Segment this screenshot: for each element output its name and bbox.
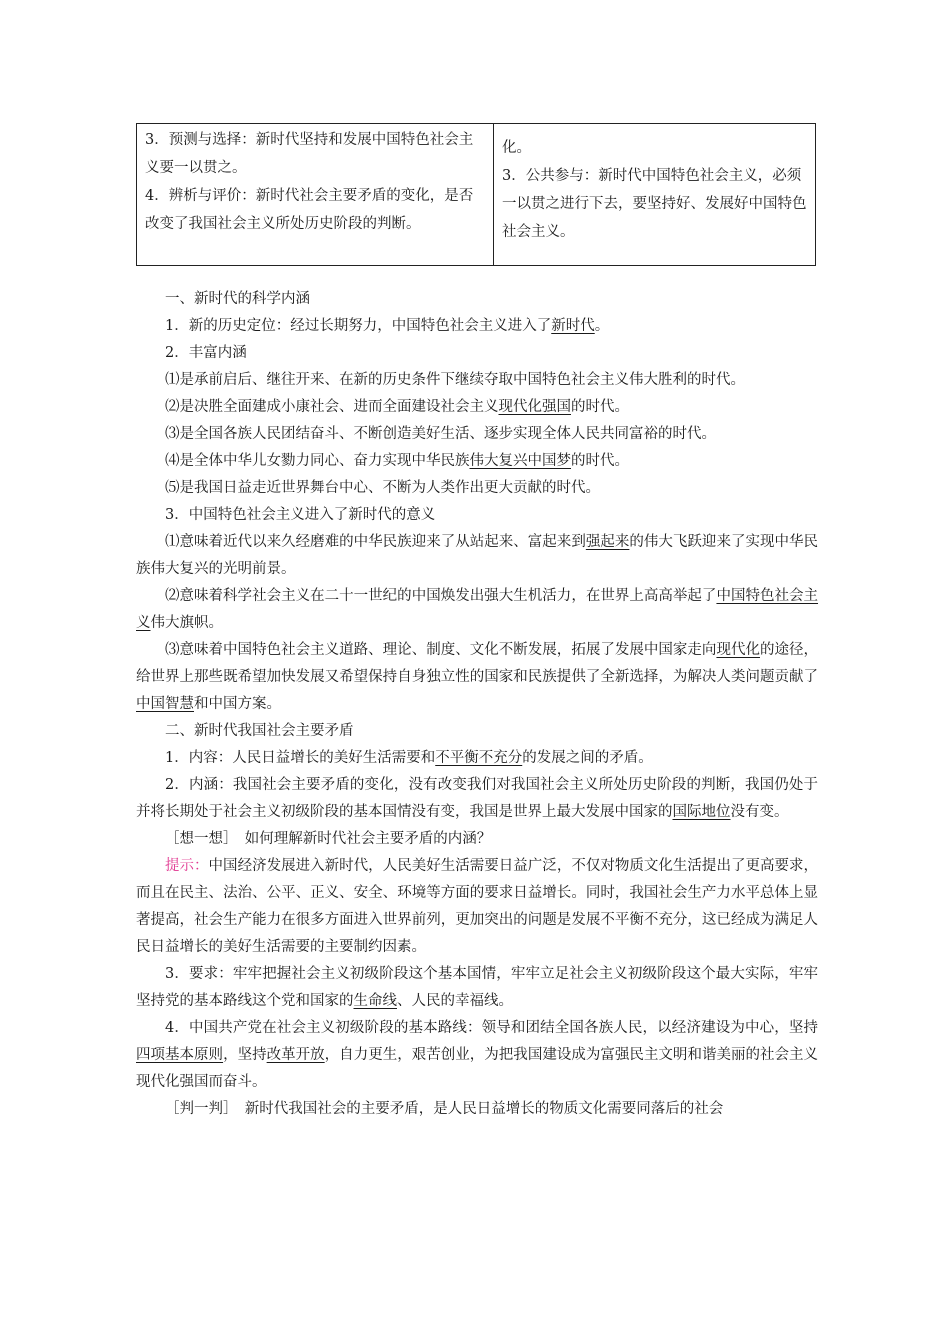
answer-blank: 国际地位 xyxy=(672,804,731,820)
answer-blank: 现代化强国 xyxy=(498,399,571,415)
paragraph-requirements: 3．要求：牢牢把握社会主义初级阶段这个基本国情，牢牢立足社会主义初级阶段这个最大实际，牢牢坚持党的基本路线这个党和国家的生命线、人民的幸福线。 xyxy=(136,966,818,1009)
document-body xyxy=(136,286,818,1123)
meaning-item-1: ⑴意味着近代以来久经磨难的中华民族迎来了从站起来、富起来到强起来的伟大飞跃迎来了实现中华民族伟大复兴的光明前景。 xyxy=(136,534,819,577)
paragraph-connotation: 2．内涵：我国社会主要矛盾的变化，没有改变我们对我国社会主义所处历史阶段的判断，我国仍处于并将长期处于社会主义初级阶段的基本国情没有变，我国是世界上最大发展中国家的国际地位没有变。 xyxy=(136,777,818,820)
answer-blank: 新时代 xyxy=(551,318,595,334)
paragraph-historical-position: 1．新的历史定位：经过长期努力，中国特色社会主义进入了新时代。 xyxy=(165,318,610,334)
subheading-rich-connotation: 2．丰富内涵 xyxy=(165,345,247,361)
objectives-table xyxy=(136,123,816,266)
answer-blank: 改革开放 xyxy=(266,1047,325,1063)
subheading-significance: 3．中国特色社会主义进入了新时代的意义 xyxy=(165,507,436,523)
table-left-cell xyxy=(137,124,494,266)
list-item-1: ⑴是承前启后、继往开来、在新的历史条件下继续夺取中国特色社会主义伟大胜利的时代。 xyxy=(165,372,745,388)
table-left-item-4: 4．辨析与评价：新时代社会主要矛盾的变化，是否改变了我国社会主义所处历史阶段的判断。 xyxy=(145,188,474,232)
answer-blank: 四项基本原则 xyxy=(136,1047,224,1063)
answer-blank: 伟大复兴中国梦 xyxy=(469,453,571,469)
list-item-2: ⑵是决胜全面建成小康社会、进而全面建设社会主义现代化强国的时代。 xyxy=(165,399,629,415)
answer-blank: 生命线 xyxy=(353,993,397,1009)
list-item-3: ⑶是全国各族人民团结奋斗、不断创造美好生活、逐步实现全体人民共同富裕的时代。 xyxy=(165,426,716,442)
table-right-continuation: 化。 xyxy=(502,140,531,156)
section-heading-2: 二、新时代我国社会主要矛盾 xyxy=(165,723,354,739)
answer-blank: 强起来 xyxy=(585,534,630,550)
answer-blank: 现代化 xyxy=(716,642,760,658)
meaning-item-3: ⑶意味着中国特色社会主义道路、理论、制度、文化不断发展，拓展了发展中国家走向现代化的途径，给世界上那些既希望加快发展又希望保持自身独立性的国家和民族提供了全新选择，为解决人类问题贡献了中国智慧和中国方案。 xyxy=(136,642,819,712)
paragraph-content: 1．内容：人民日益增长的美好生活需要和不平衡不充分的发展之间的矛盾。 xyxy=(165,750,653,766)
answer-blank: 不平衡不充分 xyxy=(435,750,523,766)
answer-blank: 中国智慧 xyxy=(136,696,194,712)
section-heading-1: 一、新时代的科学内涵 xyxy=(165,291,310,307)
list-item-4: ⑷是全体中华儿女勠力同心、奋力实现中华民族伟大复兴中国梦的时代。 xyxy=(165,453,629,469)
list-item-5: ⑸是我国日益走近世界舞台中心、不断为人类作出更大贡献的时代。 xyxy=(165,480,600,496)
meaning-item-2: ⑵意味着科学社会主义在二十一世纪的中国焕发出强大生机活力，在世界上高高举起了中国特色社会主义伟大旗帜。 xyxy=(136,588,819,631)
table-right-item-3: 3．公共参与：新时代中国特色社会主义，必须一以贯之进行下去，要坚持好、发展好中国特色社会主义。 xyxy=(502,168,807,240)
think-question: ［想一想］ 如何理解新时代社会主要矛盾的内涵？ xyxy=(165,831,492,847)
table-left-item-3: 3．预测与选择：新时代坚持和发展中国特色社会主义要一以贯之。 xyxy=(145,132,474,176)
table-right-cell xyxy=(494,124,816,266)
paragraph-basic-line: 4．中国共产党在社会主义初级阶段的基本路线：领导和团结全国各族人民，以经济建设为中心，坚持四项基本原则，坚持改革开放，自力更生，艰苦创业，为把我国建设成为富强民主文明和谐美丽的社会主义现代化强国而奋斗。 xyxy=(136,1020,819,1090)
hint-label: 提示： xyxy=(165,858,209,874)
hint-paragraph: 提示：中国经济发展进入新时代，人民美好生活需要日益广泛，不仅对物质文化生活提出了更高要求，而且在民主、法治、公平、正义、安全、环境等方面的要求日益增长。同时，我国社会生产力水平总体上显著提高，社会生产能力在很多方面进入世界前列，更加突出的问题是发展不平衡不充分，这已经成为满足人民日益增长的美好生活需要的主要制约因素。 xyxy=(136,858,819,955)
answer-blank: 中国特色社会主义 xyxy=(136,588,819,631)
judge-question: ［判一判］ 新时代我国社会的主要矛盾，是人民日益增长的物质文化需要同落后的社会 xyxy=(165,1101,724,1117)
